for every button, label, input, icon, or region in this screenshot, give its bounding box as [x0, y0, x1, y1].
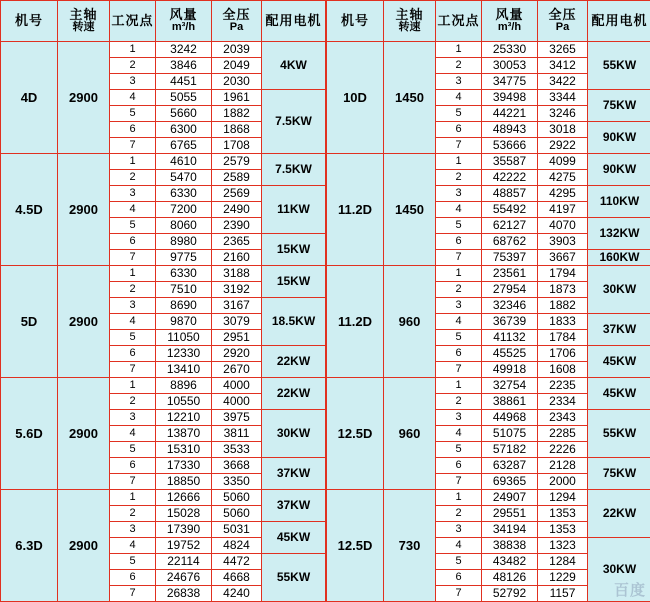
cell-point: 7: [110, 250, 156, 266]
cell-flow: 36739: [482, 314, 538, 330]
cell-model: 4D: [1, 42, 58, 154]
cell-flow: 55492: [482, 202, 538, 218]
cell-pressure: 4000: [212, 378, 262, 394]
cell-point: 4: [110, 538, 156, 554]
cell-motor: 22KW: [262, 346, 326, 378]
table-body-left: [1, 42, 326, 602]
cell-pressure: 1868: [212, 122, 262, 138]
cell-pressure: 1882: [538, 298, 588, 314]
cell-flow: 62127: [482, 218, 538, 234]
cell-pressure: 2235: [538, 378, 588, 394]
cell-pressure: 1706: [538, 346, 588, 362]
cell-point: 7: [110, 474, 156, 490]
cell-flow: 6330: [156, 266, 212, 282]
cell-motor: 75KW: [588, 90, 650, 122]
cell-point: 7: [110, 586, 156, 602]
cell-flow: 4610: [156, 154, 212, 170]
cell-motor: 45KW: [262, 522, 326, 554]
cell-pressure: 5060: [212, 490, 262, 506]
cell-flow: 5660: [156, 106, 212, 122]
cell-point: 6: [110, 234, 156, 250]
cell-pressure: 4197: [538, 202, 588, 218]
cell-point: 5: [110, 442, 156, 458]
cell-motor: 110KW: [588, 186, 650, 218]
header-pressure: 全压 Pa: [538, 1, 588, 42]
cell-point: 2: [110, 506, 156, 522]
cell-point: 1: [110, 378, 156, 394]
cell-point: 2: [436, 58, 482, 74]
cell-point: 3: [436, 186, 482, 202]
cell-pressure: 2670: [212, 362, 262, 378]
cell-flow: 8896: [156, 378, 212, 394]
cell-flow: 15310: [156, 442, 212, 458]
cell-point: 6: [436, 458, 482, 474]
cell-motor: 37KW: [262, 458, 326, 490]
cell-model: 12.5D: [327, 378, 384, 490]
cell-motor: 37KW: [262, 490, 326, 522]
cell-point: 1: [436, 378, 482, 394]
cell-point: 2: [436, 394, 482, 410]
cell-point: 3: [110, 410, 156, 426]
cell-flow: 17330: [156, 458, 212, 474]
table-row: [327, 490, 650, 506]
cell-flow: 3846: [156, 58, 212, 74]
table-row: [1, 266, 326, 282]
cell-pressure: 2343: [538, 410, 588, 426]
cell-flow: 6300: [156, 122, 212, 138]
cell-pressure: 4000: [212, 394, 262, 410]
table-header-left: [1, 1, 326, 42]
cell-point: 4: [436, 538, 482, 554]
cell-flow: 34194: [482, 522, 538, 538]
cell-point: 3: [436, 410, 482, 426]
cell-pressure: 2000: [538, 474, 588, 490]
cell-pressure: 5060: [212, 506, 262, 522]
cell-pressure: 2160: [212, 250, 262, 266]
cell-motor: 90KW: [588, 154, 650, 186]
cell-point: 5: [110, 330, 156, 346]
cell-pressure: 3079: [212, 314, 262, 330]
cell-flow: 8690: [156, 298, 212, 314]
cell-point: 4: [436, 426, 482, 442]
cell-motor: 15KW: [262, 266, 326, 298]
cell-point: 6: [110, 570, 156, 586]
cell-pressure: 3192: [212, 282, 262, 298]
cell-model: 10D: [327, 42, 384, 154]
cell-pressure: 1961: [212, 90, 262, 106]
cell-point: 5: [436, 554, 482, 570]
cell-motor: 15KW: [262, 234, 326, 266]
cell-pressure: 1323: [538, 538, 588, 554]
cell-point: 2: [436, 506, 482, 522]
header-speed: 主轴 转速: [58, 1, 110, 42]
cell-flow: 44968: [482, 410, 538, 426]
cell-flow: 15028: [156, 506, 212, 522]
header-motor: 配用电机: [588, 1, 650, 42]
cell-speed: 2900: [58, 154, 110, 266]
cell-point: 6: [110, 458, 156, 474]
table-row: [327, 42, 650, 58]
cell-point: 2: [110, 282, 156, 298]
cell-model: 5D: [1, 266, 58, 378]
cell-point: 4: [110, 90, 156, 106]
cell-pressure: 1833: [538, 314, 588, 330]
cell-pressure: 1784: [538, 330, 588, 346]
cell-point: 3: [436, 298, 482, 314]
cell-flow: 44221: [482, 106, 538, 122]
cell-flow: 25330: [482, 42, 538, 58]
cell-flow: 6330: [156, 186, 212, 202]
cell-flow: 24907: [482, 490, 538, 506]
cell-point: 7: [436, 474, 482, 490]
cell-point: 1: [436, 42, 482, 58]
cell-point: 5: [110, 218, 156, 234]
cell-pressure: 2365: [212, 234, 262, 250]
cell-point: 5: [110, 554, 156, 570]
cell-flow: 5470: [156, 170, 212, 186]
cell-flow: 45525: [482, 346, 538, 362]
cell-motor: 30KW: [588, 538, 650, 602]
cell-pressure: 3975: [212, 410, 262, 426]
cell-pressure: 2920: [212, 346, 262, 362]
cell-pressure: 4099: [538, 154, 588, 170]
cell-model: 12.5D: [327, 490, 384, 602]
cell-pressure: 3903: [538, 234, 588, 250]
cell-point: 5: [436, 106, 482, 122]
cell-motor: 55KW: [262, 554, 326, 602]
table-row: [1, 42, 326, 58]
cell-point: 4: [436, 314, 482, 330]
header-flow: 风量 m³/h: [482, 1, 538, 42]
cell-pressure: 2951: [212, 330, 262, 346]
cell-pressure: 4824: [212, 538, 262, 554]
cell-pressure: 3811: [212, 426, 262, 442]
cell-motor: 90KW: [588, 122, 650, 154]
cell-pressure: 3188: [212, 266, 262, 282]
cell-flow: 43482: [482, 554, 538, 570]
cell-flow: 24676: [156, 570, 212, 586]
cell-flow: 32754: [482, 378, 538, 394]
cell-flow: 18850: [156, 474, 212, 490]
cell-flow: 27954: [482, 282, 538, 298]
cell-speed: 1450: [384, 154, 436, 266]
cell-point: 1: [436, 266, 482, 282]
cell-motor: 22KW: [588, 490, 650, 538]
cell-flow: 13870: [156, 426, 212, 442]
cell-point: 7: [436, 362, 482, 378]
cell-point: 1: [436, 154, 482, 170]
cell-pressure: 1708: [212, 138, 262, 154]
cell-point: 5: [436, 442, 482, 458]
cell-point: 3: [110, 298, 156, 314]
cell-speed: 960: [384, 266, 436, 378]
header-point: 工况点: [110, 1, 156, 42]
cell-flow: 38861: [482, 394, 538, 410]
cell-point: 6: [110, 346, 156, 362]
cell-pressure: 4070: [538, 218, 588, 234]
cell-point: 6: [436, 570, 482, 586]
cell-pressure: 1157: [538, 586, 588, 602]
cell-flow: 5055: [156, 90, 212, 106]
cell-pressure: 2285: [538, 426, 588, 442]
cell-flow: 9870: [156, 314, 212, 330]
cell-point: 3: [110, 522, 156, 538]
cell-flow: 17390: [156, 522, 212, 538]
cell-point: 2: [110, 170, 156, 186]
cell-pressure: 4668: [212, 570, 262, 586]
cell-pressure: 1873: [538, 282, 588, 298]
cell-speed: 2900: [58, 266, 110, 378]
cell-point: 7: [436, 138, 482, 154]
cell-flow: 48857: [482, 186, 538, 202]
cell-pressure: 1284: [538, 554, 588, 570]
cell-point: 7: [110, 138, 156, 154]
header-motor: 配用电机: [262, 1, 326, 42]
cell-flow: 8980: [156, 234, 212, 250]
cell-point: 4: [110, 202, 156, 218]
cell-flow: 68762: [482, 234, 538, 250]
cell-flow: 7200: [156, 202, 212, 218]
cell-flow: 22114: [156, 554, 212, 570]
cell-flow: 23561: [482, 266, 538, 282]
cell-flow: 6765: [156, 138, 212, 154]
cell-flow: 34775: [482, 74, 538, 90]
cell-model: 11.2D: [327, 266, 384, 378]
cell-model: 11.2D: [327, 154, 384, 266]
cell-point: 2: [436, 282, 482, 298]
cell-point: 2: [110, 58, 156, 74]
cell-pressure: 2334: [538, 394, 588, 410]
cell-flow: 48943: [482, 122, 538, 138]
cell-speed: 1450: [384, 42, 436, 154]
table-row: [1, 378, 326, 394]
cell-flow: 19752: [156, 538, 212, 554]
cell-pressure: 3668: [212, 458, 262, 474]
cell-flow: 42222: [482, 170, 538, 186]
cell-motor: 160KW: [588, 250, 650, 266]
cell-point: 3: [110, 74, 156, 90]
cell-flow: 13410: [156, 362, 212, 378]
cell-pressure: 3350: [212, 474, 262, 490]
header-model: 机号: [1, 1, 58, 42]
cell-flow: 48126: [482, 570, 538, 586]
cell-point: 1: [110, 42, 156, 58]
cell-pressure: 2569: [212, 186, 262, 202]
cell-model: 5.6D: [1, 378, 58, 490]
cell-motor: 11KW: [262, 186, 326, 234]
cell-speed: 730: [384, 490, 436, 602]
cell-flow: 8060: [156, 218, 212, 234]
cell-flow: 35587: [482, 154, 538, 170]
cell-flow: 57182: [482, 442, 538, 458]
cell-point: 2: [110, 394, 156, 410]
cell-motor: 75KW: [588, 458, 650, 490]
cell-flow: 12666: [156, 490, 212, 506]
table-row: [327, 266, 650, 282]
cell-pressure: 2039: [212, 42, 262, 58]
cell-motor: 22KW: [262, 378, 326, 410]
cell-point: 6: [110, 122, 156, 138]
cell-flow: 53666: [482, 138, 538, 154]
cell-flow: 12210: [156, 410, 212, 426]
cell-motor: 45KW: [588, 346, 650, 378]
cell-point: 5: [436, 330, 482, 346]
cell-pressure: 2128: [538, 458, 588, 474]
cell-point: 1: [110, 154, 156, 170]
header-speed: 主轴 转速: [384, 1, 436, 42]
cell-pressure: 4275: [538, 170, 588, 186]
cell-flow: 29551: [482, 506, 538, 522]
cell-pressure: 1353: [538, 522, 588, 538]
cell-pressure: 3018: [538, 122, 588, 138]
cell-flow: 52792: [482, 586, 538, 602]
cell-speed: 2900: [58, 378, 110, 490]
table-row: [327, 154, 650, 170]
cell-speed: 960: [384, 378, 436, 490]
cell-speed: 2900: [58, 490, 110, 602]
table-row: [1, 490, 326, 506]
cell-pressure: 2589: [212, 170, 262, 186]
cell-flow: 11050: [156, 330, 212, 346]
cell-pressure: 2030: [212, 74, 262, 90]
cell-point: 3: [436, 74, 482, 90]
cell-pressure: 2049: [212, 58, 262, 74]
cell-flow: 38838: [482, 538, 538, 554]
cell-point: 7: [436, 586, 482, 602]
cell-pressure: 2226: [538, 442, 588, 458]
cell-flow: 41132: [482, 330, 538, 346]
header-model: 机号: [327, 1, 384, 42]
cell-pressure: 4472: [212, 554, 262, 570]
header-point: 工况点: [436, 1, 482, 42]
cell-point: 4: [110, 314, 156, 330]
cell-point: 7: [436, 250, 482, 266]
cell-flow: 26838: [156, 586, 212, 602]
cell-motor: 18.5KW: [262, 298, 326, 346]
cell-motor: 7.5KW: [262, 154, 326, 186]
cell-pressure: 1229: [538, 570, 588, 586]
watermark: 百度: [613, 582, 646, 599]
cell-model: 6.3D: [1, 490, 58, 602]
cell-point: 3: [110, 186, 156, 202]
cell-point: 2: [436, 170, 482, 186]
cell-point: 1: [110, 490, 156, 506]
cell-point: 4: [436, 90, 482, 106]
cell-point: 4: [436, 202, 482, 218]
cell-motor: 30KW: [588, 266, 650, 314]
cell-point: 1: [436, 490, 482, 506]
cell-pressure: 4240: [212, 586, 262, 602]
cell-motor: 4KW: [262, 42, 326, 90]
cell-motor: 30KW: [262, 410, 326, 458]
cell-flow: 32346: [482, 298, 538, 314]
cell-pressure: 2390: [212, 218, 262, 234]
cell-point: 6: [436, 122, 482, 138]
cell-pressure: 1882: [212, 106, 262, 122]
cell-pressure: 3344: [538, 90, 588, 106]
cell-flow: 49918: [482, 362, 538, 378]
cell-pressure: 2490: [212, 202, 262, 218]
cell-motor: 55KW: [588, 42, 650, 90]
cell-point: 1: [110, 266, 156, 282]
cell-speed: 2900: [58, 42, 110, 154]
cell-model: 4.5D: [1, 154, 58, 266]
cell-flow: 39498: [482, 90, 538, 106]
cell-flow: 10550: [156, 394, 212, 410]
cell-pressure: 1353: [538, 506, 588, 522]
cell-flow: 63287: [482, 458, 538, 474]
cell-flow: 51075: [482, 426, 538, 442]
cell-pressure: 1794: [538, 266, 588, 282]
cell-pressure: 5031: [212, 522, 262, 538]
cell-pressure: 3533: [212, 442, 262, 458]
cell-flow: 12330: [156, 346, 212, 362]
cell-pressure: 3667: [538, 250, 588, 266]
cell-flow: 30053: [482, 58, 538, 74]
cell-motor: 55KW: [588, 410, 650, 458]
cell-pressure: 2579: [212, 154, 262, 170]
table-body-right: [327, 42, 650, 602]
cell-point: 5: [110, 106, 156, 122]
cell-flow: 7510: [156, 282, 212, 298]
cell-pressure: 1294: [538, 490, 588, 506]
cell-motor: 37KW: [588, 314, 650, 346]
cell-pressure: 3412: [538, 58, 588, 74]
header-flow: 风量 m³/h: [156, 1, 212, 42]
cell-point: 5: [436, 218, 482, 234]
cell-flow: 9775: [156, 250, 212, 266]
cell-pressure: 3265: [538, 42, 588, 58]
cell-motor: 132KW: [588, 218, 650, 250]
cell-pressure: 4295: [538, 186, 588, 202]
cell-flow: 3242: [156, 42, 212, 58]
fan-table-right: [326, 0, 650, 602]
cell-flow: 75397: [482, 250, 538, 266]
cell-pressure: 3422: [538, 74, 588, 90]
cell-motor: 45KW: [588, 378, 650, 410]
cell-point: 4: [110, 426, 156, 442]
cell-point: 3: [436, 522, 482, 538]
cell-motor: 7.5KW: [262, 90, 326, 154]
cell-flow: 4451: [156, 74, 212, 90]
cell-point: 6: [436, 234, 482, 250]
table-header-right: [327, 1, 650, 42]
cell-pressure: 3246: [538, 106, 588, 122]
cell-point: 7: [110, 362, 156, 378]
header-pressure: 全压 Pa: [212, 1, 262, 42]
cell-flow: 69365: [482, 474, 538, 490]
table-row: [1, 154, 326, 170]
cell-pressure: 3167: [212, 298, 262, 314]
cell-pressure: 1608: [538, 362, 588, 378]
cell-pressure: 2922: [538, 138, 588, 154]
table-row: [327, 378, 650, 394]
cell-point: 6: [436, 346, 482, 362]
